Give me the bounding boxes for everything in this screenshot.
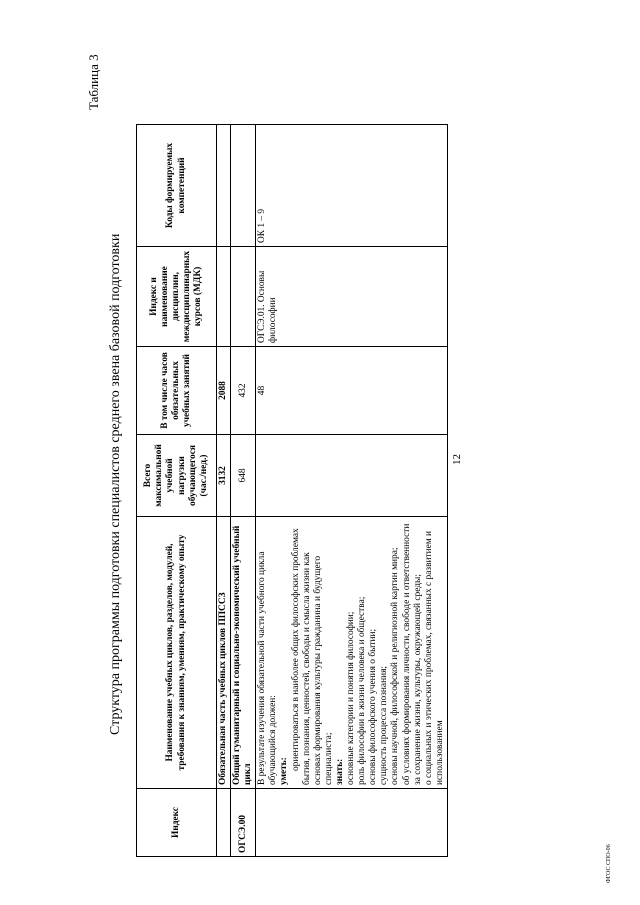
cell-discipline-requirements	[256, 517, 448, 789]
cell-empty	[231, 125, 256, 247]
cell-discipline-name: ОГСЭ.01. Основы философии	[256, 247, 448, 347]
cell-empty	[256, 435, 448, 517]
page-number: 12	[451, 454, 463, 465]
table-label: Таблица 3	[86, 54, 101, 110]
cell-empty	[217, 247, 231, 347]
cell-cycle-total: 648	[231, 435, 256, 517]
cell-mandatory-name: Обязательная часть учебных циклов ППССЗ	[217, 517, 231, 789]
footer-code: ФГОС СПО-06	[606, 844, 612, 883]
cell-cycle-hours: 432	[231, 347, 256, 435]
header-total: Всего максимальной учебной нагрузки обучающегося (час./нед.)	[137, 435, 217, 517]
cell-cycle-name: Общий гуманитарный и социально-экономический учебный цикл	[231, 517, 256, 789]
requirements-intro: В результате изучения обязательной части учебного цикла обучающийся должен:	[257, 551, 279, 785]
label-znat: знать:	[334, 758, 345, 785]
requirements-znat: основные категории и понятия философии; роль философии в жизни человека и общества; основы философского учения о бытии; сущность процесса познания; основы научной, философской и религиозной картин мира; об условиях формирования личности, свободе и ответственности за сохранение жизни, культуры, окружающей среды; о социальных и этических проблемах, связанных с развитием и использованием	[346, 523, 445, 785]
cell-empty	[256, 789, 448, 857]
cell-discipline-competences: ОК 1 – 9	[256, 125, 448, 247]
table-row-cycle	[231, 125, 256, 857]
cell-empty	[217, 789, 231, 857]
cell-mandatory-hours: 2088	[217, 347, 231, 435]
requirements-umet: ориентироваться в наиболее общих философских проблемах бытия, познания, ценностей, свободы и смысла жизни как основах формирования культуры гражданина и будущего специалиста;	[290, 528, 334, 785]
cell-empty	[217, 125, 231, 247]
cell-empty	[231, 247, 256, 347]
table-row-mandatory	[217, 125, 231, 857]
page-title: Структура программы подготовки специалистов среднего звена базовой подготовки	[108, 233, 123, 735]
header-index: Индекс	[137, 789, 217, 857]
header-name: Наименование учебных циклов, разделов, модулей, требования к знаниям, умениям, практическому опыту	[137, 517, 217, 789]
label-umet: уметь:	[279, 757, 290, 785]
cell-cycle-index: ОГСЭ.00	[231, 789, 256, 857]
program-structure-table	[136, 124, 448, 857]
header-competences: Коды формируемых компетенций	[137, 125, 217, 247]
header-discipline: Индекс и наименование дисциплин, междисциплинарных курсов (МДК)	[137, 247, 217, 347]
cell-mandatory-total: 3132	[217, 435, 231, 517]
table-row-discipline	[256, 125, 448, 857]
table-header-row	[137, 125, 217, 857]
cell-discipline-hours: 48	[256, 347, 448, 435]
header-mandatory: В том числе часов обязательных учебных занятий	[137, 347, 217, 435]
